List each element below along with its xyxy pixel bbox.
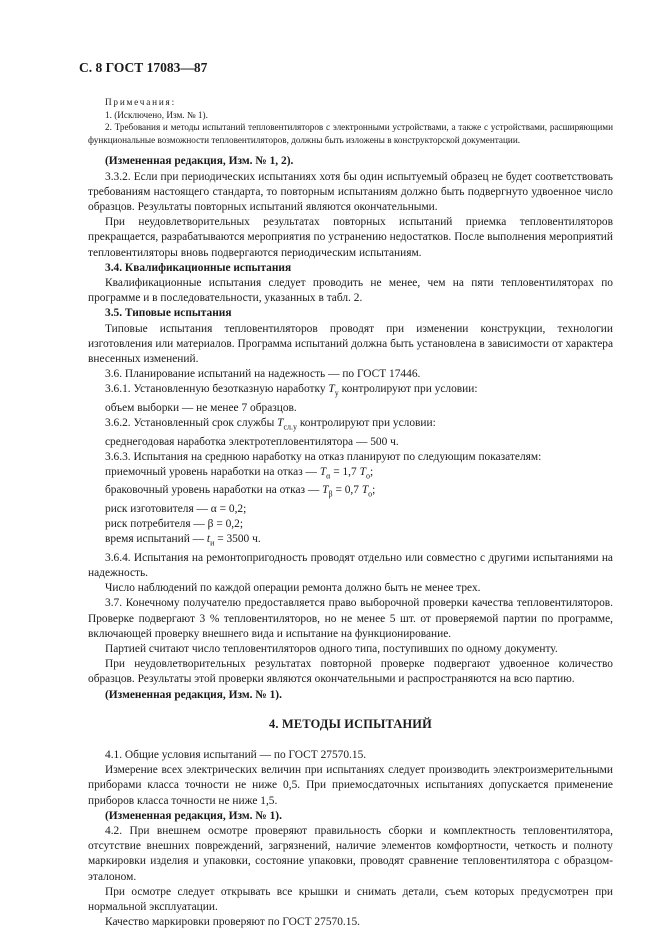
punct: ; — [372, 484, 376, 497]
clause-3-6-4: 3.6.4. Испытания на ремонтопригодность проводят отдельно или совместно с другими испытаниями на надежность. — [88, 551, 613, 580]
amendment-note-2: (Измененная редакция, Изм. № 1). — [105, 688, 282, 701]
clause-3-7-retest: При неудовлетворительных результатах повторной проверке подвергают удвоенное количество образцов. Результаты этой проверки являются окончательными и распространяются на всю партию. — [88, 658, 613, 686]
notes-title: Примечания: — [105, 97, 176, 107]
clause-4-2-marking: Качество маркировки проверяют по ГОСТ 27570.15. — [105, 916, 360, 929]
clause-3-6-2 — [88, 416, 613, 434]
clause-text: = 0,7 — [335, 484, 359, 497]
page-header: С. 8 ГОСТ 17083—87 — [79, 60, 208, 75]
symbol: T — [328, 383, 335, 396]
heading-3-5: 3.5. Типовые испытания — [105, 307, 232, 320]
clause-3-4: Квалификационные испытания следует проводить не менее, чем на пяти тепловентиляторах по программе и в последовательности, указанных в табл. 2. — [88, 277, 613, 305]
symbol: T — [319, 466, 327, 478]
note-2: 2. Требования и методы испытаний тепловентиляторов с электронными устройствами, а также с устройствами, расширяющими функциональные возможности тепловентиляторов, должны быть изложены в конструкторской документации. — [88, 122, 613, 145]
symbol: T — [322, 484, 329, 497]
clause-3-7: 3.7. Конечному получателю предоставляется право выборочной проверки качества тепловентиляторов. Проверке подвергают 3 % тепловентиляторов, но не менее 5 шт. от проверяемой партии по программе, включающей проверку внешнего вида и испытание на функционирование. — [88, 597, 613, 640]
clause-3-5: Типовые испытания тепловентиляторов проводят при изменении конструкции, технологии изготовления или материалов. Программа испытаний должна быть установлена в зависимости от характера внесенных изменений. — [88, 322, 613, 366]
clause-3-6-1 — [88, 382, 613, 400]
clause-text: приемочный уровень наработки на отказ — — [105, 466, 317, 478]
clause-text: контролируют при условии: — [299, 417, 436, 430]
producer-risk: риск изготовителя — α = 0,2; — [105, 502, 247, 515]
clause-text: 3.6.1. Установленную безотказную наработку — [105, 383, 326, 396]
clause-text: браковочный уровень наработки на отказ — — [105, 484, 320, 497]
subscript: у — [334, 388, 339, 398]
subscript: β — [328, 489, 333, 499]
clause-3-7-batch: Партией считают число тепловентиляторов одного типа, поступивших по одному документу. — [105, 643, 558, 656]
symbol: T — [359, 466, 366, 478]
clause-3-6-1-cond: объем выборки — не менее 7 образцов. — [105, 401, 297, 414]
symbol: t — [206, 533, 211, 546]
clause-4-2: 4.2. При внешнем осмотре проверяют правильность сборки и комплектность тепловентилятора, отсутствие внешних повреждений, загрязнений, наличие элементов комфортности, четкость и полноту маркировки изделия и упаковки, состояние упаковки, проводят сравнение тепловентилятора с образцом-эталоном. — [88, 824, 613, 883]
symbol: T — [277, 417, 284, 430]
subscript: сл.у — [283, 422, 297, 432]
amendment-note-3: (Измененная редакция, Изм. № 1). — [105, 809, 282, 822]
clause-text: = 3500 ч. — [217, 533, 261, 546]
consumer-risk: риск потребителя — β = 0,2; — [105, 518, 243, 531]
note-1: 1. (Исключено, Изм. № 1). — [105, 109, 208, 120]
clause-3-6-2-cond: среднегодовая наработка электротепловентилятора — 500 ч. — [105, 435, 399, 448]
clause-text: = 1,7 — [333, 466, 357, 478]
clause-3-6-3: 3.6.3. Испытания на среднюю наработку на отказ планируют по следующим показателям: — [105, 450, 542, 463]
punct: ; — [369, 466, 374, 478]
clause-3-3-2: 3.3.2. Если при периодических испытаниях хотя бы один испытуемый образец не будет соответствовать требованиям настоящего стандарта, то повторным испытаниям должно быть подвергнуто удвоенное число образцов. Результаты повторных испытаний являются окончательными. — [88, 170, 613, 213]
rejection-level — [88, 483, 613, 501]
clause-4-1-cont: Измерение всех электрических величин при испытаниях следует производить электроизмерительными приборами класса точности не ниже 0,5. При приемосдаточных испытаниях допускается применение приборов класса точности не ниже 1,5. — [88, 764, 613, 807]
test-time — [88, 532, 613, 550]
clause-4-1: 4.1. Общие условия испытаний — по ГОСТ 27570.15. — [105, 748, 367, 761]
clause-3-3-2-cont: При неудовлетворительных результатах повторных испытаний приемка тепловентиляторов прекращается, разрабатываются мероприятия по устранению недостатков. После выполнения мероприятий тепловентиляторы вновь подвергаются периодическим испытаниям. — [88, 216, 613, 259]
clause-3-6: 3.6. Планирование испытаний на надежность — по ГОСТ 17446. — [105, 368, 421, 381]
page-content — [88, 96, 613, 930]
clause-4-2-cont: При осмотре следует открывать все крышки и снимать детали, съем которых предусмотрен при нормальной эксплуатации. — [88, 885, 613, 913]
symbol: T — [361, 484, 369, 497]
clause-3-6-4-cont: Число наблюдений по каждой операции ремонта должно быть не менее трех. — [105, 582, 481, 595]
acceptance-level — [88, 465, 613, 483]
subscript: и — [210, 538, 215, 548]
clause-text: контролируют при условии: — [341, 383, 478, 396]
section-4-title: 4. МЕТОДЫ ИСПЫТАНИЙ — [269, 716, 432, 731]
subscript: о — [368, 489, 373, 499]
heading-3-4: 3.4. Квалификационные испытания — [105, 261, 292, 274]
subscript: α — [326, 471, 331, 481]
subscript: о — [365, 471, 370, 481]
amendment-note-1: (Измененная редакция, Изм. № 1, 2). — [105, 155, 294, 168]
clause-text: 3.6.2. Установленный срок службы — [105, 417, 275, 430]
clause-text: время испытаний — — [105, 533, 205, 546]
